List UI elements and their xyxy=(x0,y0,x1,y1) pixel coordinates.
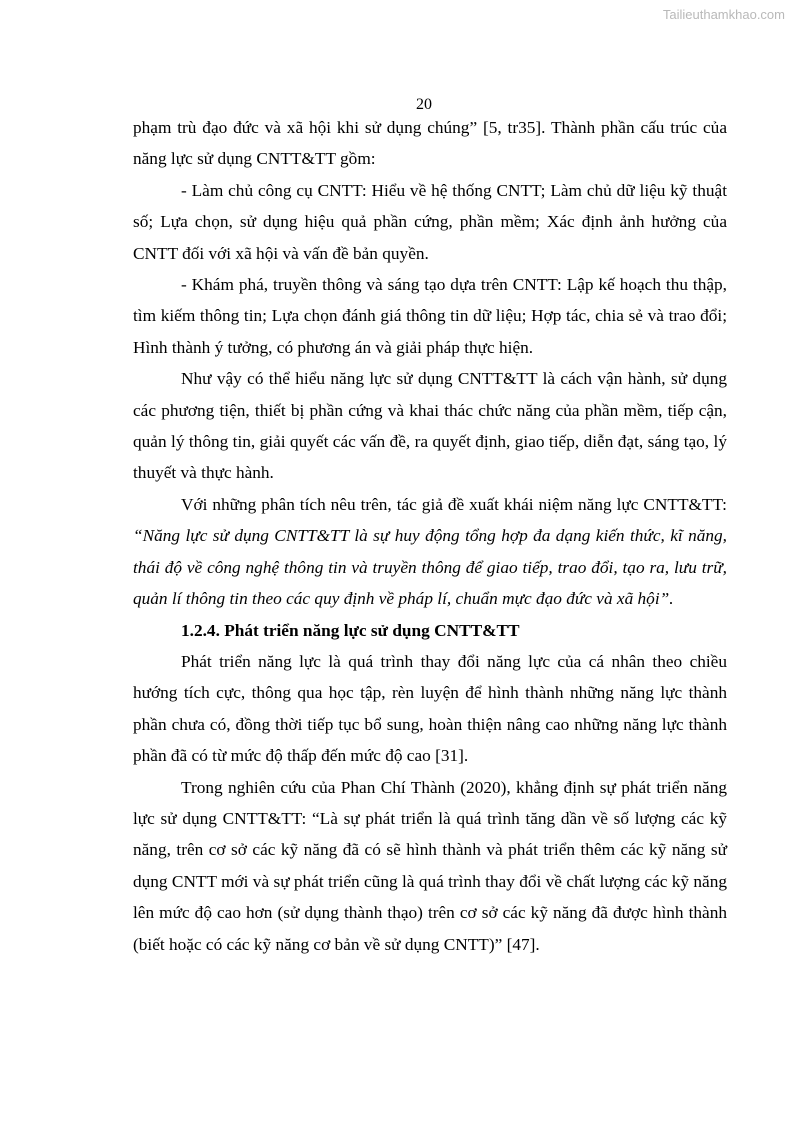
definition-lead: Với những phân tích nêu trên, tác giả đề xuất khái niệm năng lực CNTT&TT: xyxy=(181,494,727,514)
paragraph-continuation: phạm trù đạo đức và xã hội khi sử dụng chúng” [5, tr35]. Thành phần cấu trúc của năng lực sử dụng CNTT&TT gồm: xyxy=(133,118,727,169)
watermark: Tailieuthamkhao.com xyxy=(662,7,785,22)
page-number: 20 xyxy=(416,96,432,113)
section-heading: 1.2.4. Phát triển năng lực sử dụng CNTT&TT xyxy=(181,620,520,640)
paragraph-development: Phát triển năng lực là quá trình thay đổi năng lực của cá nhân theo chiều hướng tích cực, thông qua học tập, rèn luyện để hình thành những năng lực thành phần chưa có, đồng thời tiếp tục bổ sung, hoàn thiện nâng cao những năng lực thành phần đã có từ mức độ thấp đến mức độ cao [31]. xyxy=(133,651,727,766)
paragraph-definition xyxy=(133,489,727,615)
paragraph-tool-mastery: - Làm chủ công cụ CNTT: Hiểu về hệ thống CNTT; Làm chủ dữ liệu kỹ thuật số; Lựa chọn, sử dụng hiệu quả phần cứng, phần mềm; Xác định ảnh hưởng của CNTT đối với xã hội và vấn đề bản quyền. xyxy=(133,180,727,263)
paragraph-summary: Như vậy có thể hiểu năng lực sử dụng CNTT&TT là cách vận hành, sử dụng các phương tiện, thiết bị phần cứng và khai thác chức năng của phần mềm, tiếp cận, quản lý thông tin, giải quyết các vấn đề, ra quyết định, giao tiếp, diễn đạt, sáng tạo, lý thuyết và thực hành. xyxy=(133,369,727,483)
page-body xyxy=(133,112,727,960)
paragraph-research: Trong nghiên cứu của Phan Chí Thành (2020), khẳng định sự phát triển năng lực sử dụng CNTT&TT: “Là sự phát triển là quá trình tăng dần về số lượng các kỹ năng, trên cơ sở các kỹ năng đã có sẽ hình thành và phát triển thêm các kỹ năng sử dụng CNTT mới và sự phát triển cũng là quá trình thay đổi về chất lượng các kỹ năng lên mức độ cao hơn (sử dụng thành thạo) trên cơ sở các kỹ năng đã được hình thành (biết hoặc có các kỹ năng cơ bản về sử dụng CNTT)” [47]. xyxy=(133,777,727,954)
paragraph-exploration: - Khám phá, truyền thông và sáng tạo dựa trên CNTT: Lập kế hoạch thu thập, tìm kiếm thông tin; Lựa chọn đánh giá thông tin dữ liệu; Hợp tác, chia sẻ và trao đổi; Hình thành ý tưởng, có phương án và giải pháp thực hiện. xyxy=(133,275,727,357)
definition-quote: “Năng lực sử dụng CNTT&TT là sự huy động tổng hợp đa dạng kiến thức, kĩ năng, thái độ về công nghệ thông tin và truyền thông để giao tiếp, trao đổi, tạo ra, lưu trữ, quản lí thông tin theo các quy định về pháp lí, chuẩn mực đạo đức và xã hội”. xyxy=(133,526,727,609)
